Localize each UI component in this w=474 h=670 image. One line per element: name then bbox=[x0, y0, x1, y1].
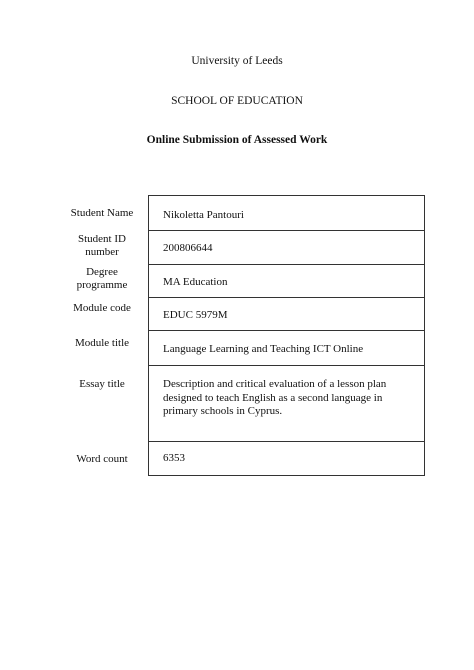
value-cell-module-title bbox=[149, 331, 424, 366]
label-student-id: Student ID number bbox=[78, 233, 126, 258]
student-id-value: 200806644 bbox=[163, 242, 213, 254]
value-cell-word-count bbox=[149, 442, 424, 477]
school-name: SCHOOL OF EDUCATION bbox=[171, 95, 303, 107]
value-cell-student-name bbox=[149, 196, 424, 231]
value-cell-degree-programme bbox=[149, 265, 424, 298]
degree-programme-value: MA Education bbox=[163, 276, 228, 288]
label-degree-programme: Degree programme bbox=[76, 266, 128, 291]
label-essay-title: Essay title bbox=[79, 378, 125, 390]
value-cell-module-code bbox=[149, 298, 424, 331]
label-module-code: Module code bbox=[73, 302, 131, 314]
document-title: Online Submission of Assessed Work bbox=[146, 134, 328, 146]
module-title-value: Language Learning and Teaching ICT Online bbox=[163, 343, 364, 355]
label-student-name: Student Name bbox=[70, 207, 134, 219]
module-code-value: EDUC 5979M bbox=[163, 309, 228, 321]
essay-title-value: Description and critical evaluation of a lesson plan designed to teach English as a second language in primary schools in Cyprus. bbox=[163, 378, 387, 417]
submission-details-table bbox=[148, 195, 425, 476]
word-count-value: 6353 bbox=[163, 452, 185, 464]
value-cell-student-id bbox=[149, 231, 424, 265]
label-module-title: Module title bbox=[74, 337, 130, 349]
value-cell-essay-title bbox=[149, 366, 424, 442]
university-name: University of Leeds bbox=[191, 55, 283, 67]
label-word-count: Word count bbox=[76, 453, 128, 465]
student-name-value: Nikoletta Pantouri bbox=[163, 209, 244, 221]
